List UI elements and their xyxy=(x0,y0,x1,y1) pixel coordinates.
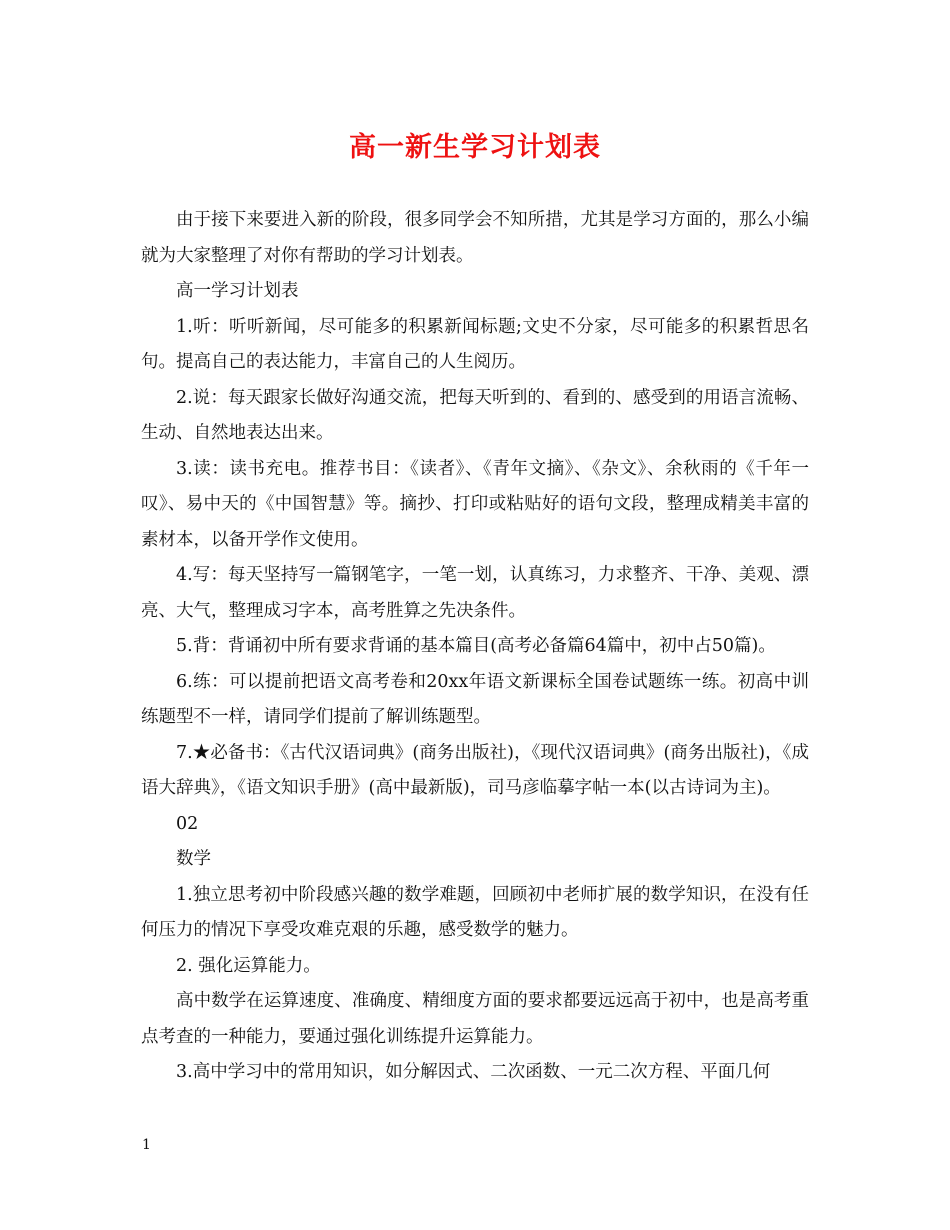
paragraph: 2.说：每天跟家长做好沟通交流，把每天听到的、看到的、感受到的用语言流畅、生动、自然地表达出来。 xyxy=(141,387,809,443)
paragraph: 1.独立思考初中阶段感兴趣的数学难题，回顾初中老师扩展的数学知识，在没有任何压力的情况下享受攻难克艰的乐趣，感受数学的魅力。 xyxy=(141,884,809,940)
section-heading: 数学 xyxy=(176,849,211,869)
paragraph: 高中数学在运算速度、准确度、精细度方面的要求都要远远高于初中，也是高考重点考查的一种能力，要通过强化训练提升运算能力。 xyxy=(141,991,809,1047)
paragraph: 2. 强化运算能力。 xyxy=(176,955,321,976)
page-number: 1 xyxy=(142,1137,151,1153)
paragraph: 3.读：读书充电。推荐书目：《读者》、《青年文摘》、《杂文》、余秋雨的《千年一叹》、易中天的《中国智慧》等。摘抄、打印或粘贴好的语句文段，整理成精美丰富的素材本，以备开学作文使用。 xyxy=(141,458,809,550)
paragraph: 3.高中学习中的常用知识，如分解因式、二次函数、一元二次方程、平面几何 xyxy=(176,1062,771,1082)
paragraph: 7.★必备书：《古代汉语词典》(商务出版社)，《现代汉语词典》(商务出版社)，《成语大辞典》，《语文知识手册》(高中最新版)，司马彦临摹字帖一本(以古诗词为主)。 xyxy=(141,742,809,798)
paragraph: 高一学习计划表 xyxy=(176,281,299,301)
paragraph: 由于接下来要进入新的阶段，很多同学会不知所措，尤其是学习方面的，那么小编就为大家整理了对你有帮助的学习计划表。 xyxy=(141,210,809,266)
paragraph: 1.听：听听新闻，尽可能多的积累新闻标题;文史不分家，尽可能多的积累哲思名句。提高自己的表达能力，丰富自己的人生阅历。 xyxy=(141,316,809,372)
paragraph: 6.练：可以提前把语文高考卷和20xx年语文新课标全国卷试题练一练。初高中训练题型不一样，请同学们提前了解训练题型。 xyxy=(141,671,809,727)
document-title: 高一新生学习计划表 xyxy=(349,132,601,163)
paragraph: 4.写：每天坚持写一篇钢笔字，一笔一划，认真练习，力求整齐、干净、美观、漂亮、大气，整理成习字本，高考胜算之先决条件。 xyxy=(141,565,809,621)
paragraph: 5.背：背诵初中所有要求背诵的基本篇目(高考必备篇64篇中，初中占50篇)。 xyxy=(176,636,776,656)
document-body xyxy=(141,203,809,1091)
section-number: 02 xyxy=(176,813,199,834)
